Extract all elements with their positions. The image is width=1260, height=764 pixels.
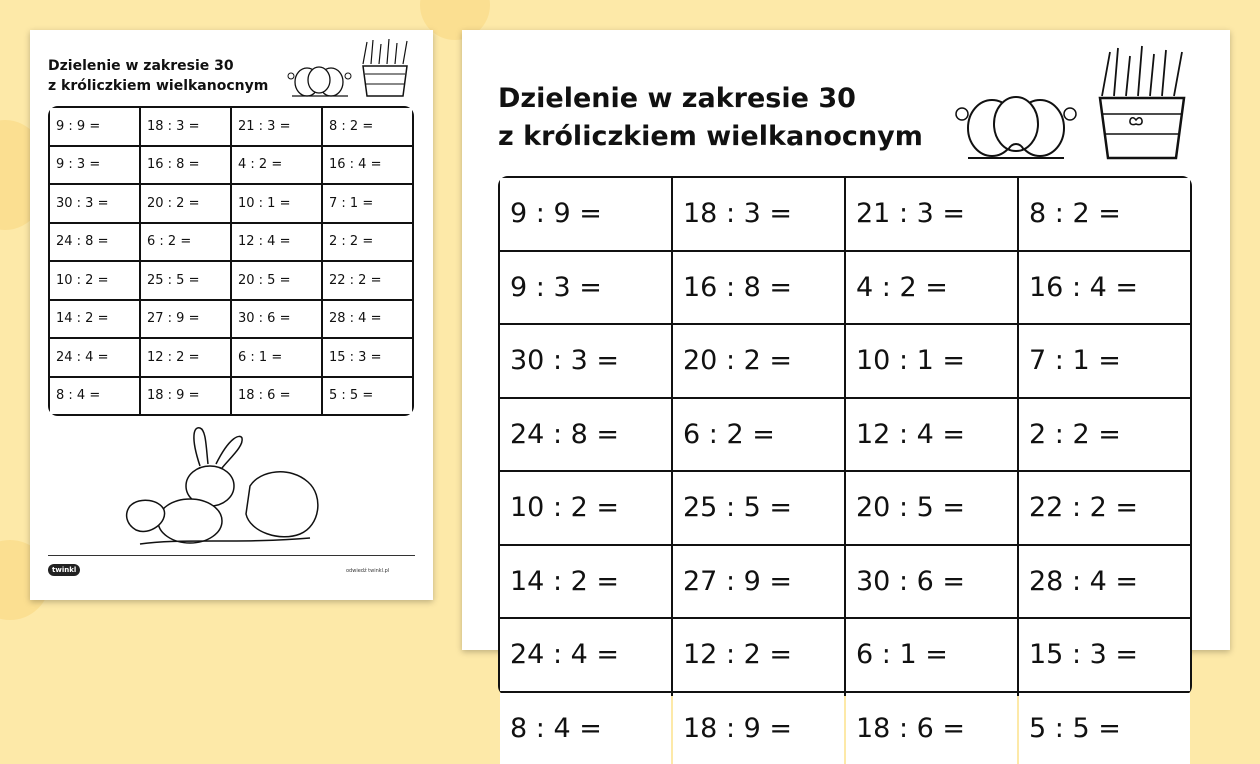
problem-cell: 8 : 2 = (1019, 178, 1190, 250)
problem-cell: 24 : 8 = (50, 224, 139, 261)
problem-cell: 16 : 8 = (141, 147, 230, 184)
problem-cell: 15 : 3 = (323, 339, 412, 376)
problem-cell: 24 : 8 = (500, 399, 671, 471)
problem-cell: 2 : 2 = (323, 224, 412, 261)
problem-cell: 25 : 5 = (141, 262, 230, 299)
worksheet-preview (462, 30, 1230, 650)
problem-cell: 24 : 4 = (500, 619, 671, 691)
problem-cell: 6 : 1 = (232, 339, 321, 376)
problem-cell: 18 : 6 = (846, 693, 1017, 764)
title-line-2: z króliczkiem wielkanocnym (48, 76, 268, 96)
problem-cell: 16 : 4 = (323, 147, 412, 184)
problem-cell: 9 : 3 = (50, 147, 139, 184)
problem-cell: 5 : 5 = (323, 378, 412, 415)
problem-cell: 30 : 3 = (50, 185, 139, 222)
problem-cell: 14 : 2 = (50, 301, 139, 338)
problem-cell: 22 : 2 = (1019, 472, 1190, 544)
problem-cell: 22 : 2 = (323, 262, 412, 299)
problem-cell: 14 : 2 = (500, 546, 671, 618)
basket-icon (1092, 46, 1192, 162)
problem-cell: 18 : 3 = (141, 108, 230, 145)
problem-cell: 10 : 2 = (50, 262, 139, 299)
problem-cell: 8 : 4 = (500, 693, 671, 764)
problem-cell: 10 : 1 = (846, 325, 1017, 397)
worksheet-title (48, 56, 268, 96)
problem-cell: 6 : 2 = (141, 224, 230, 261)
problem-cell: 18 : 9 = (673, 693, 844, 764)
problem-cell: 7 : 1 = (323, 185, 412, 222)
problem-cell: 12 : 2 = (673, 619, 844, 691)
problem-cell: 20 : 5 = (846, 472, 1017, 544)
bunny-icon (120, 426, 370, 554)
problem-cell: 9 : 3 = (500, 252, 671, 324)
problem-cell: 25 : 5 = (673, 472, 844, 544)
easter-eggs-icon (287, 64, 353, 98)
problem-cell: 15 : 3 = (1019, 619, 1190, 691)
problem-cell: 18 : 3 = (673, 178, 844, 250)
problem-cell: 9 : 9 = (500, 178, 671, 250)
worksheet-thumbnail (30, 30, 433, 600)
problem-grid (48, 106, 414, 416)
problem-cell: 20 : 2 = (673, 325, 844, 397)
problem-cell: 21 : 3 = (846, 178, 1017, 250)
problem-cell: 30 : 6 = (846, 546, 1017, 618)
problem-cell: 21 : 3 = (232, 108, 321, 145)
problem-cell: 16 : 4 = (1019, 252, 1190, 324)
problem-cell: 10 : 2 = (500, 472, 671, 544)
problem-cell: 12 : 2 = (141, 339, 230, 376)
problem-cell: 8 : 4 = (50, 378, 139, 415)
problem-cell: 10 : 1 = (232, 185, 321, 222)
problem-cell: 7 : 1 = (1019, 325, 1190, 397)
problem-cell: 28 : 4 = (1019, 546, 1190, 618)
problem-cell: 18 : 9 = (141, 378, 230, 415)
problem-cell: 8 : 2 = (323, 108, 412, 145)
worksheet-title (498, 80, 923, 156)
problem-cell: 27 : 9 = (673, 546, 844, 618)
problem-cell: 16 : 8 = (673, 252, 844, 324)
title-line-2: z króliczkiem wielkanocnym (498, 118, 923, 156)
problem-grid (498, 176, 1192, 696)
twinkl-logo: twinkl (48, 564, 80, 576)
problem-cell: 20 : 5 = (232, 262, 321, 299)
problem-cell: 6 : 2 = (673, 399, 844, 471)
problem-cell: 9 : 9 = (50, 108, 139, 145)
problem-cell: 18 : 6 = (232, 378, 321, 415)
problem-cell: 30 : 6 = (232, 301, 321, 338)
site-link: odwiedź twinkl.pl (346, 568, 389, 574)
title-line-1: Dzielenie w zakresie 30 (48, 56, 268, 76)
problem-cell: 27 : 9 = (141, 301, 230, 338)
title-line-1: Dzielenie w zakresie 30 (498, 80, 923, 118)
problem-cell: 5 : 5 = (1019, 693, 1190, 764)
problem-cell: 4 : 2 = (232, 147, 321, 184)
problem-cell: 12 : 4 = (232, 224, 321, 261)
problem-cell: 12 : 4 = (846, 399, 1017, 471)
problem-cell: 20 : 2 = (141, 185, 230, 222)
problem-cell: 30 : 3 = (500, 325, 671, 397)
problem-cell: 2 : 2 = (1019, 399, 1190, 471)
problem-cell: 6 : 1 = (846, 619, 1017, 691)
problem-cell: 24 : 4 = (50, 339, 139, 376)
footer-divider (48, 555, 415, 556)
problem-cell: 28 : 4 = (323, 301, 412, 338)
problem-cell: 4 : 2 = (846, 252, 1017, 324)
basket-icon (357, 38, 413, 100)
easter-eggs-icon (954, 90, 1078, 162)
